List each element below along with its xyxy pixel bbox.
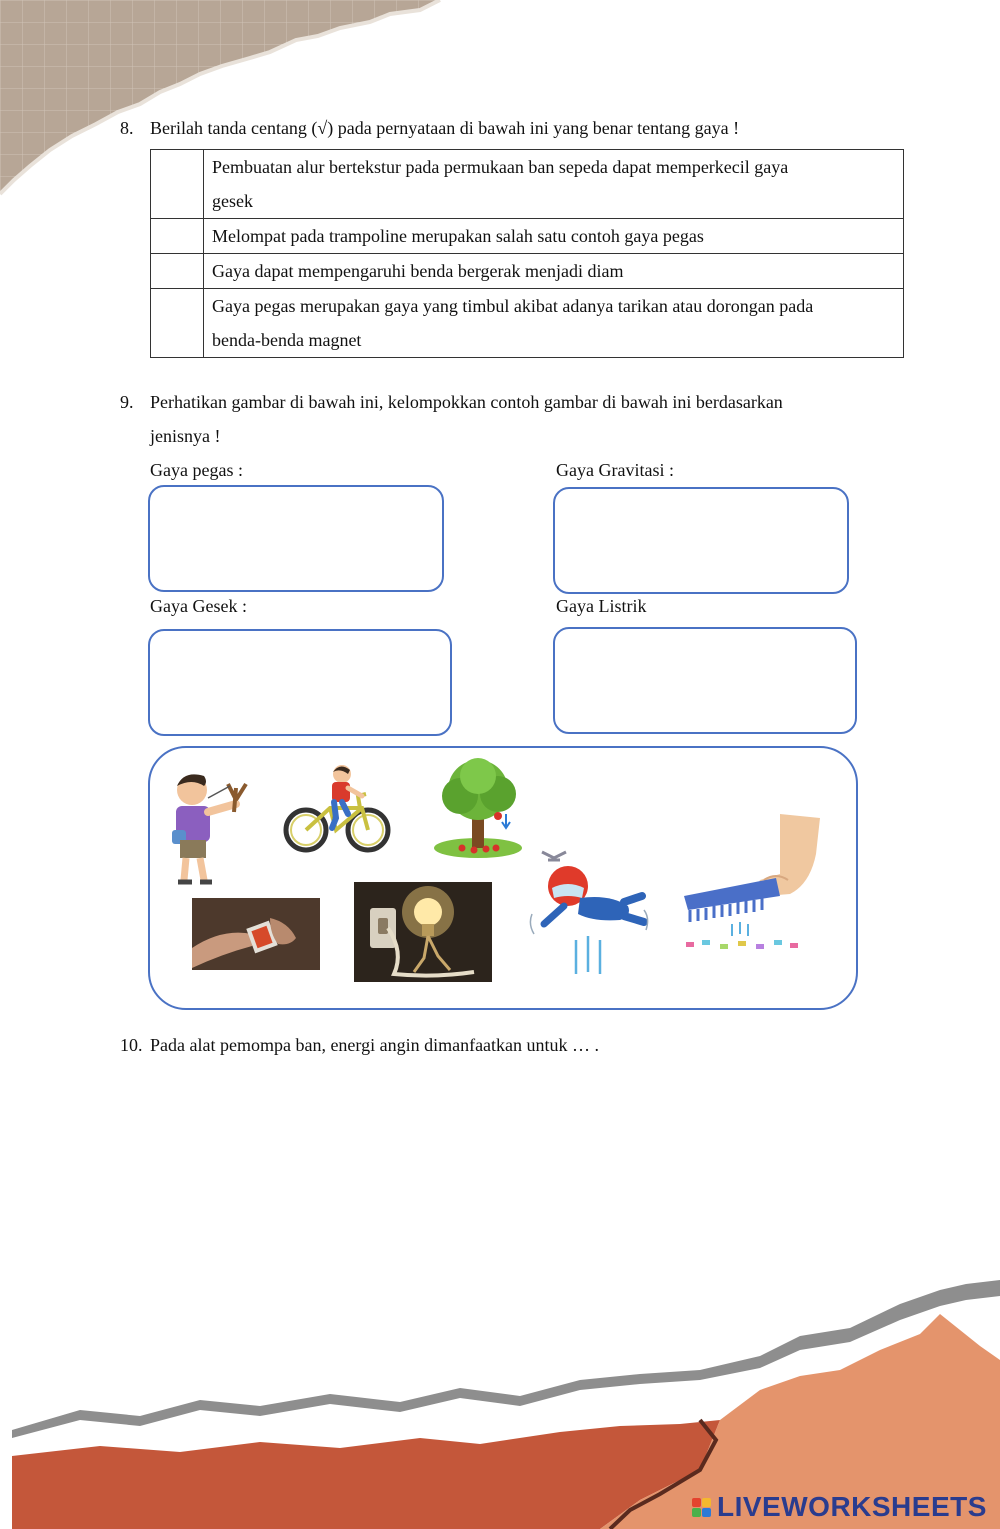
checkbox-cell-2[interactable]: [151, 219, 204, 254]
table-row: [151, 219, 904, 254]
checkbox-cell-3[interactable]: [151, 254, 204, 289]
statement-cell: [204, 219, 904, 254]
statement-text: benda-benda magnet: [212, 330, 362, 350]
statement-cell: [204, 289, 904, 358]
q10-prompt: Pada alat pemompa ban, energi angin dimanfaatkan untuk … .: [150, 1035, 600, 1055]
brand-name: LIVEWORKSHEETS: [717, 1491, 987, 1522]
skydiver-icon[interactable]: [524, 844, 652, 982]
checkbox-cell-1[interactable]: [151, 150, 204, 219]
liveworksheets-brand: [692, 1490, 987, 1524]
drop-zone-gaya-pegas[interactable]: [148, 485, 444, 592]
table-row: [151, 254, 904, 289]
drop-zone-gaya-listrik[interactable]: [553, 627, 857, 734]
statement-cell: [204, 254, 904, 289]
q8-number: 8.: [120, 118, 134, 138]
q10-number: 10.: [120, 1035, 143, 1055]
q8-prompt: Berilah tanda centang (√) pada pernyataan di bawah ini yang benar tentang gaya !: [150, 118, 740, 138]
label-gaya-gesek: Gaya Gesek :: [150, 596, 247, 616]
label-gaya-listrik: Gaya Listrik: [556, 596, 647, 616]
statement-text: Gaya dapat mempengaruhi benda bergerak menjadi diam: [212, 261, 624, 281]
table-row: [151, 289, 904, 358]
drop-zone-gaya-gesek[interactable]: [148, 629, 452, 736]
picture-gallery: [148, 746, 858, 1010]
label-gaya-pegas: Gaya pegas :: [150, 460, 243, 480]
drop-zone-gaya-gravitasi[interactable]: [553, 487, 849, 594]
comb-paper-icon[interactable]: [680, 814, 828, 954]
liveworksheets-logo-icon: [692, 1498, 711, 1517]
statement-text: Melompat pada trampoline merupakan salah satu contoh gaya pegas: [212, 226, 704, 246]
q9-prompt-line2: jenisnya !: [150, 426, 221, 446]
statement-text: Gaya pegas merupakan gaya yang timbul akibat adanya tarikan atau dorongan pada: [212, 296, 814, 316]
q8-statement-table: [150, 149, 904, 358]
slingshot-boy-icon[interactable]: [164, 768, 254, 888]
statement-text: Pembuatan alur bertekstur pada permukaan ban sepeda dapat memperkecil gaya: [212, 157, 789, 177]
apple-tree-icon[interactable]: [432, 756, 524, 860]
statement-text: gesek: [212, 191, 253, 211]
table-row: [151, 150, 904, 219]
q9-number: 9.: [120, 392, 134, 412]
matchstick-icon[interactable]: [192, 898, 320, 970]
label-gaya-gravitasi: Gaya Gravitasi :: [556, 460, 674, 480]
statement-cell: [204, 150, 904, 219]
bicycle-boy-icon[interactable]: [282, 762, 394, 858]
lightbulb-plug-icon[interactable]: [354, 882, 492, 982]
checkbox-cell-4[interactable]: [151, 289, 204, 358]
q9-prompt-line1: Perhatikan gambar di bawah ini, kelompokkan contoh gambar di bawah ini berdasarkan: [150, 392, 783, 412]
